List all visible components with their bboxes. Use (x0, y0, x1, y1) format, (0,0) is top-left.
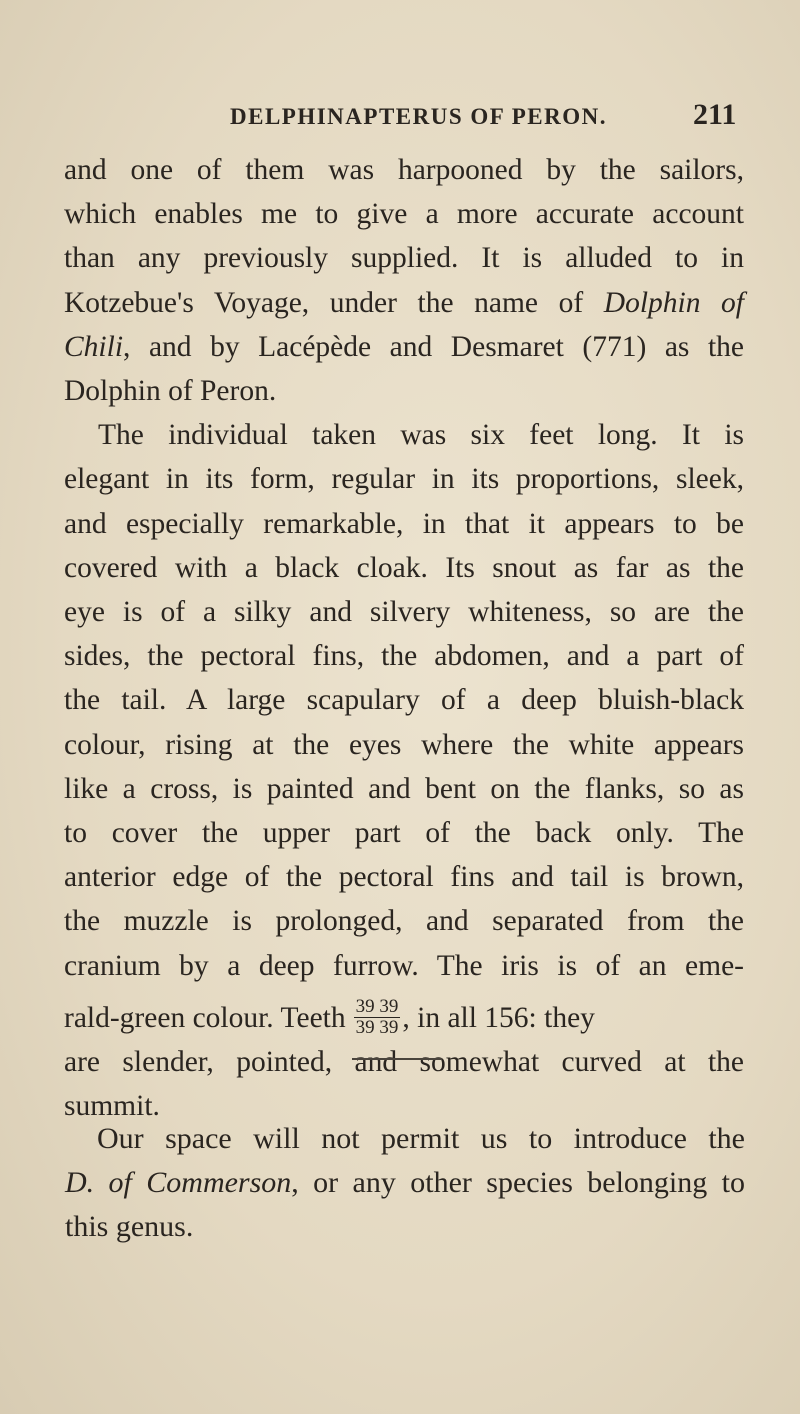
formula-denominator: 39 39 (355, 1017, 399, 1039)
paragraph-1 (64, 148, 744, 413)
text-line: The individual taken was six feet long. It is (98, 419, 744, 452)
paragraph-2 (64, 413, 744, 1128)
formula-numerator: 39 39 (355, 996, 399, 1018)
page-header (0, 98, 800, 144)
italic-species-name: D. of Commerson (65, 1166, 292, 1199)
page-number: 211 (693, 98, 737, 131)
text-line: sides, the pectoral fins, the abdomen, and a part of (64, 640, 744, 673)
text-line: than any previously supplied. It is alluded to in (64, 242, 744, 275)
italic-species-name: Dolphin of (603, 286, 744, 319)
text-line (65, 1161, 745, 1205)
text-line: are slender, pointed, and somewhat curved at the (64, 1045, 744, 1078)
italic-species-name: Chili (64, 330, 124, 363)
text-line: and especially remarkable, in that it appears to be (64, 507, 744, 540)
text-line: cranium by a deep furrow. The iris is of an eme- (64, 949, 744, 982)
text-segment: , or any other species belonging to (291, 1166, 745, 1199)
text-line: eye is of a silky and silvery whiteness, so are the (64, 596, 744, 629)
text-segment: , in all 156: they (402, 1001, 595, 1034)
text-line: this genus. (65, 1210, 194, 1243)
text-segment: , and by Lacépède and Desmaret (771) as the (123, 330, 744, 363)
text-line: colour, rising at the eyes where the white appears (64, 728, 744, 761)
text-line (64, 281, 744, 325)
text-segment: rald-green colour. Teeth (64, 1001, 346, 1034)
text-line (64, 325, 744, 369)
text-line: to cover the upper part of the back only. The (64, 817, 744, 850)
text-segment: Kotzebue's Voyage, under the name of (64, 286, 604, 319)
text-line: and one of them was harpooned by the sailors, (64, 154, 744, 186)
dental-formula (354, 997, 401, 1038)
text-line: like a cross, is painted and bent on the flanks, so as (64, 772, 744, 805)
text-line: Our space will not permit us to introduce the (97, 1122, 745, 1155)
text-line: elegant in its form, regular in its proportions, sleek, (64, 463, 744, 496)
dental-formula-line (64, 988, 744, 1048)
text-line: the muzzle is prolonged, and separated from the (64, 905, 744, 938)
text-line: Dolphin of Peron. (64, 375, 277, 408)
text-line: the tail. A large scapulary of a deep bluish-black (64, 684, 744, 717)
main-text (64, 148, 744, 1128)
text-line: covered with a black cloak. Its snout as far as the (64, 551, 744, 584)
text-line: anterior edge of the pectoral fins and tail is brown, (64, 861, 744, 894)
text-line: which enables me to give a more accurate account (64, 198, 744, 231)
section-divider (352, 1058, 442, 1060)
closing-paragraph (65, 1117, 745, 1249)
text-line: summit. (64, 1090, 160, 1123)
running-title: DELPHINAPTERUS OF PERON. (230, 104, 607, 129)
